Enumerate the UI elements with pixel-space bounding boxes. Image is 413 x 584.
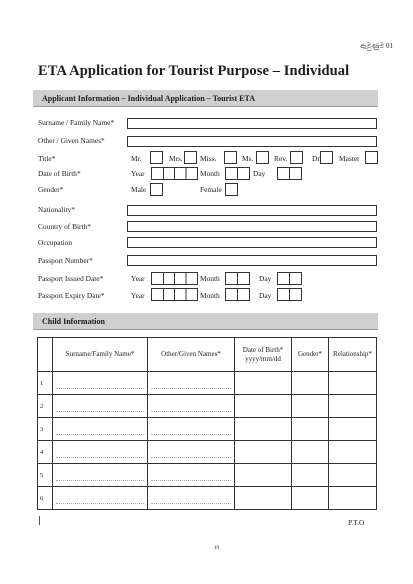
child-surname-cell[interactable]: [53, 487, 148, 510]
expiry-day-boxes[interactable]: [277, 288, 302, 301]
title-label: Title*: [38, 154, 56, 163]
passport-number-label: Passport Number*: [38, 256, 93, 265]
child-given-names-cell[interactable]: [148, 441, 235, 464]
issued-year-boxes[interactable]: [151, 272, 198, 285]
child-relationship-cell[interactable]: [329, 487, 377, 510]
gender-female-label: Female: [200, 185, 222, 194]
pto-label: P.T.O: [348, 518, 365, 527]
title-dr-label: Dr.: [312, 154, 322, 163]
other-names-label: Other / Given Names*: [38, 136, 105, 145]
row-number: 3: [38, 418, 53, 441]
child-dob-cell[interactable]: [235, 487, 292, 510]
child-dob-cell[interactable]: [235, 441, 292, 464]
expiry-month-label: Month: [200, 291, 220, 300]
row-number: 5: [38, 464, 53, 487]
passport-issued-label: Passport Issued Date*: [38, 274, 104, 283]
issued-year-label: Year: [131, 274, 145, 283]
other-names-field[interactable]: [127, 136, 377, 147]
child-surname-header: Surname/Family Name*: [53, 338, 148, 372]
title-master-label: Master: [339, 154, 360, 163]
issued-month-label: Month: [200, 274, 220, 283]
title-master-checkbox[interactable]: [365, 151, 378, 164]
child-dob-cell[interactable]: [235, 372, 292, 395]
child-info-table: [37, 337, 377, 510]
dob-year-boxes[interactable]: [151, 167, 198, 180]
occupation-label: Occupation: [38, 238, 73, 247]
passport-number-field[interactable]: [127, 255, 377, 266]
dob-year-label: Year: [131, 169, 145, 178]
child-dob-cell[interactable]: [235, 464, 292, 487]
row-number: 1: [38, 372, 53, 395]
child-dob-cell[interactable]: [235, 418, 292, 441]
child-gender-cell[interactable]: [292, 418, 329, 441]
nationality-label: Nationality*: [38, 205, 75, 214]
child-relationship-cell[interactable]: [329, 441, 377, 464]
expiry-day-label: Day: [259, 291, 272, 300]
child-relationship-cell[interactable]: [329, 464, 377, 487]
child-table-header-row: [38, 338, 377, 372]
row-number: 4: [38, 441, 53, 464]
country-of-birth-field[interactable]: [127, 221, 377, 232]
child-dob-cell[interactable]: [235, 395, 292, 418]
child-given-names-cell[interactable]: [148, 372, 235, 395]
nationality-field[interactable]: [127, 205, 377, 216]
title-rev-checkbox[interactable]: [290, 151, 303, 164]
child-surname-cell[interactable]: [53, 464, 148, 487]
dob-day-label: Day: [253, 169, 266, 178]
child-dob-header: Date of Birth* yyyy/mm/dd: [235, 338, 292, 372]
child-relationship-header: Relationship*: [329, 338, 377, 372]
dob-month-label: Month: [200, 169, 220, 178]
child-surname-cell[interactable]: [53, 418, 148, 441]
child-given-names-cell[interactable]: [148, 464, 235, 487]
dob-day-boxes[interactable]: [277, 167, 302, 180]
title-mr-label: Mr.: [131, 154, 142, 163]
page-number: 19: [214, 546, 219, 551]
title-miss-checkbox[interactable]: [224, 151, 237, 164]
surname-label: Surname / Family Name*: [38, 118, 115, 127]
title-mr-checkbox[interactable]: [150, 151, 163, 164]
title-dr-checkbox[interactable]: [320, 151, 333, 164]
title-ms-checkbox[interactable]: [256, 151, 269, 164]
dob-label: Date of Birth*: [38, 169, 81, 178]
expiry-year-label: Year: [131, 291, 145, 300]
table-row: [38, 487, 377, 510]
dob-month-boxes[interactable]: [225, 167, 250, 180]
country-of-birth-label: Country of Birth*: [38, 222, 91, 231]
title-mrs-label: Mrs.: [169, 154, 183, 163]
title-mrs-checkbox[interactable]: [184, 151, 197, 164]
child-gender-cell[interactable]: [292, 395, 329, 418]
child-gender-cell[interactable]: [292, 487, 329, 510]
child-surname-cell[interactable]: [53, 395, 148, 418]
applicant-section-header: Applicant Information – Individual Application – Tourist ETA: [33, 90, 378, 107]
table-row: [38, 464, 377, 487]
title-ms-label: Ms.: [242, 154, 254, 163]
title-miss-label: Miss.: [200, 154, 217, 163]
row-number: 2: [38, 395, 53, 418]
child-gender-header: Gender*: [292, 338, 329, 372]
table-row: [38, 418, 377, 441]
child-relationship-cell[interactable]: [329, 418, 377, 441]
margin-mark: [39, 516, 40, 525]
child-given-names-header: Other/Given Names*: [148, 338, 235, 372]
surname-field[interactable]: [127, 118, 377, 129]
child-surname-cell[interactable]: [53, 441, 148, 464]
gender-female-checkbox[interactable]: [225, 183, 238, 196]
child-given-names-cell[interactable]: [148, 395, 235, 418]
child-gender-cell[interactable]: [292, 372, 329, 395]
child-given-names-cell[interactable]: [148, 487, 235, 510]
issued-month-boxes[interactable]: [225, 272, 250, 285]
child-section-header: Child Information: [33, 313, 378, 330]
title-rev-label: Rev.: [274, 154, 288, 163]
child-given-names-cell[interactable]: [148, 418, 235, 441]
schedule-label: ඇමුණුම 01: [360, 42, 393, 50]
gender-label: Gender*: [38, 185, 64, 194]
issued-day-boxes[interactable]: [277, 272, 302, 285]
child-relationship-cell[interactable]: [329, 395, 377, 418]
row-number: 6: [38, 487, 53, 510]
expiry-month-boxes[interactable]: [225, 288, 250, 301]
child-gender-cell[interactable]: [292, 441, 329, 464]
form-title: ETA Application for Tourist Purpose – Individual: [38, 63, 350, 79]
row-number-header: [38, 338, 53, 372]
child-gender-cell[interactable]: [292, 464, 329, 487]
passport-expiry-label: Passport Expiry Date*: [38, 291, 105, 300]
gender-male-checkbox[interactable]: [150, 183, 163, 196]
child-surname-cell[interactable]: [53, 372, 148, 395]
occupation-field[interactable]: [127, 237, 377, 248]
table-row: [38, 441, 377, 464]
expiry-year-boxes[interactable]: [151, 288, 198, 301]
table-row: [38, 372, 377, 395]
child-relationship-cell[interactable]: [329, 372, 377, 395]
table-row: [38, 395, 377, 418]
gender-male-label: Male: [131, 185, 147, 194]
issued-day-label: Day: [259, 274, 272, 283]
